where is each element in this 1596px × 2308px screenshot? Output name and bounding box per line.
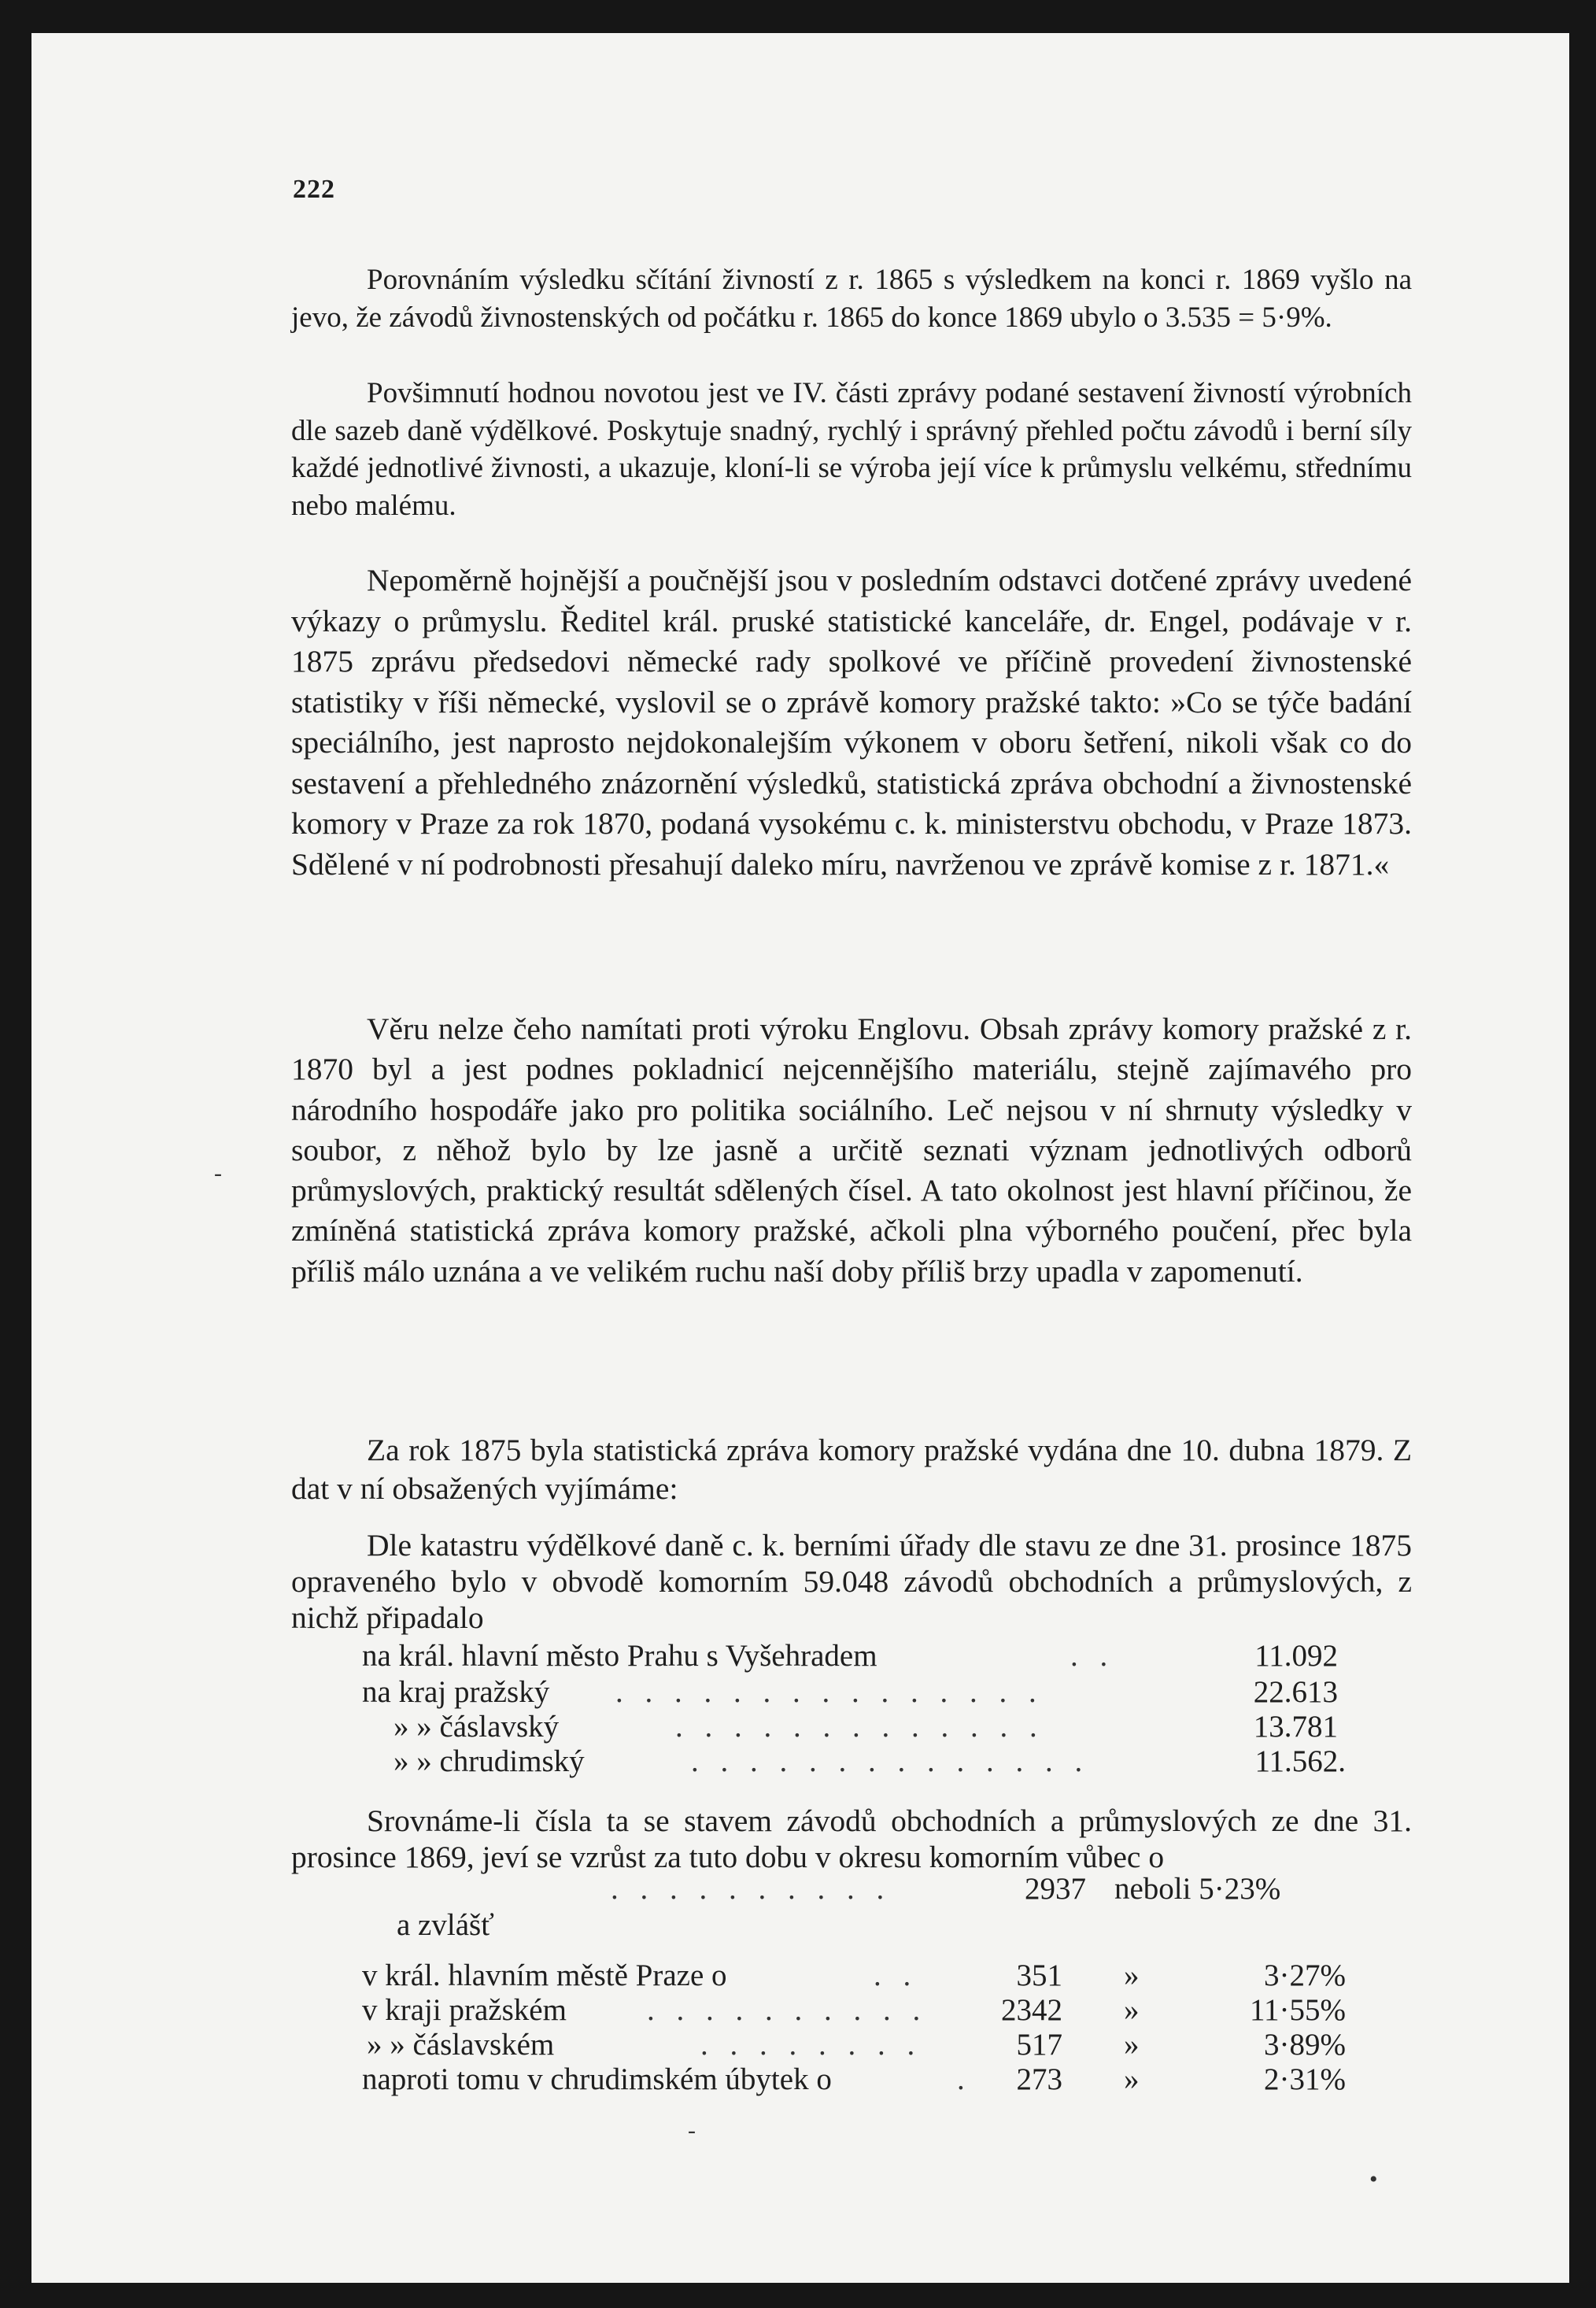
- row-dots: . . . . . . . . . .: [647, 1993, 928, 2027]
- row-value: 517: [1016, 2028, 1062, 2062]
- paragraph-1: [291, 261, 1412, 336]
- row-ditto-mark: »: [1124, 1958, 1140, 1992]
- paragraph-5: [291, 1431, 1412, 1507]
- row-value: 11.092: [1254, 1639, 1338, 1673]
- paragraph-6: [291, 1527, 1412, 1636]
- row-value: 11.562.: [1254, 1744, 1346, 1778]
- paragraph-2-text: Povšimnutí hodnou novotou jest ve IV. části zprávy podané sestavení živností výrobních dle sazeb daně výdělkové. Poskytuje snadný, rychlý i správný přehled počtu závodů i berní síly každé jednotlivé živnosti, a ukazuje, kloní-li se výroba její více k průmyslu velkému, střednímu nebo malému.: [291, 377, 1412, 522]
- row-dots: .: [957, 2062, 972, 2096]
- scan-speck: -: [214, 1160, 222, 1186]
- row-dots: . . . . . . . . . . . . . . .: [615, 1675, 1044, 1709]
- row-dots: . .: [1070, 1639, 1115, 1673]
- row-label: v kraji pražském: [362, 1993, 567, 2027]
- row-dots: . . . . . . . .: [700, 2028, 922, 2062]
- row-percent: 3·89%: [1264, 2028, 1346, 2062]
- row-dots: . . . . . . . . . .: [611, 1872, 892, 1906]
- page-number: 222: [293, 175, 335, 204]
- paragraph-3-text: Nepoměrně hojnější a poučnější jsou v posledním odstavci dotčené zprávy uvedené výkazy o průmyslu. Ředitel král. pruské statistické kanceláře, dr. Engel, podávaje v r. 1875 zprávu předsedovi německé rady spolkové ve příčině provedení živnostenské statistiky v říši německé, vyslovil se o zprávě komory pražské takto: »Co se týče badání speciálního, jest naprosto nejdokonalejším výkonem v oboru šetření, nikoli však co do sestavení a přehledného znázornění výsledků, statistická zpráva obchodní a živnostenské komory v Praze za rok 1870, podaná vysokému c. k. ministerstvu obchodu, v Praze 1873. Sdělené v ní podrobnosti přesahují daleko míru, navrženou ve zprávě komise z r. 1871.«: [291, 563, 1412, 882]
- row-ditto-mark: »: [1124, 1993, 1140, 2027]
- paragraph-3: [291, 560, 1412, 885]
- row-dots: . . . . . . . . . . . . .: [675, 1710, 1044, 1744]
- row-label: naproti tomu v chrudimském úbytek o: [362, 2062, 832, 2096]
- paragraph-4-text: Věru nelze čeho namítati proti výroku Englovu. Obsah zprávy komory pražské z r. 1870 byl a jest podnes pokladnicí nejcennějšího materiálu, stejně zajímavého pro národního hospodáře jako pro politika sociálního. Leč nejsou v ní shrnuty výsledky v soubor, z něhož bylo by lze jasně a určitě seznati význam jednotlivých odborů průmyslových, praktický resultát sdělených čísel. A tato okolnost jest hlavní příčinou, že zmíněná statistická zpráva komory pražské, ačkoli plna výborného poučení, přec byla příliš málo uznána a ve velikém ruchu naší doby příliš brzy upadla v zapomenutí.: [291, 1012, 1412, 1289]
- paragraph-7-text: Srovnáme-li čísla ta se stavem závodů obchodních a průmyslových ze dne 31. prosince 1869, jeví se vzrůst za tuto dobu v okresu komorním vůbec o: [291, 1803, 1412, 1874]
- growth-total-percent: neboli 5·23%: [1114, 1872, 1281, 1906]
- paragraph-7: [291, 1803, 1412, 1875]
- paragraph-6-text: Dle katastru výdělkové daně c. k. berními úřady dle stavu ze dne 31. prosince 1875 opraveného bylo v obvodě komorním 59.048 závodů obchodních a průmyslových, z nichž připadalo: [291, 1528, 1412, 1635]
- row-value: 13.781: [1253, 1710, 1338, 1744]
- row-value: 351: [1016, 1958, 1062, 1992]
- paragraph-5-text: Za rok 1875 byla statistická zpráva komory pražské vydána dne 10. dubna 1879. Z dat v ní obsažených vyjímáme:: [291, 1433, 1412, 1506]
- row-label: v král. hlavním městě Praze o: [362, 1958, 727, 1992]
- row-ditto-mark: »: [1124, 2028, 1140, 2062]
- growth-total-value: 2937: [1025, 1872, 1086, 1906]
- paragraph-2: [291, 375, 1412, 524]
- row-percent: 2·31%: [1264, 2062, 1346, 2096]
- row-label: na král. hlavní město Prahu s Vyšehradem: [362, 1639, 877, 1673]
- paragraph-4: [291, 1009, 1412, 1292]
- row-label: » » chrudimský: [393, 1744, 585, 1778]
- row-label: » » čáslavském: [367, 2028, 555, 2062]
- row-dots: . .: [874, 1958, 918, 1992]
- row-label: » » čáslavský: [393, 1710, 560, 1744]
- row-value: 2342: [1001, 1993, 1062, 2027]
- document-page: [31, 33, 1569, 2283]
- row-label: na kraj pražský: [362, 1675, 550, 1709]
- row-value: 22.613: [1253, 1675, 1338, 1709]
- row-value: 273: [1016, 2062, 1062, 2096]
- row-percent: 3·27%: [1264, 1958, 1346, 1992]
- row-percent: 11·55%: [1249, 1993, 1346, 2027]
- scan-speck: •: [1369, 2166, 1378, 2192]
- row-dots: . . . . . . . . . . . . . .: [691, 1744, 1090, 1778]
- scan-speck: -: [688, 2118, 696, 2143]
- paragraph-1-text: Porovnáním výsledku sčítání živností z r. 1865 s výsledkem na konci r. 1869 vyšlo na jevo, že závodů živnostenských od počátku r. 1865 do konce 1869 ubylo o 3.535 = 5·9%.: [291, 264, 1412, 334]
- zvlast-label: a zvlášť: [397, 1908, 494, 1942]
- row-ditto-mark: »: [1124, 2062, 1140, 2096]
